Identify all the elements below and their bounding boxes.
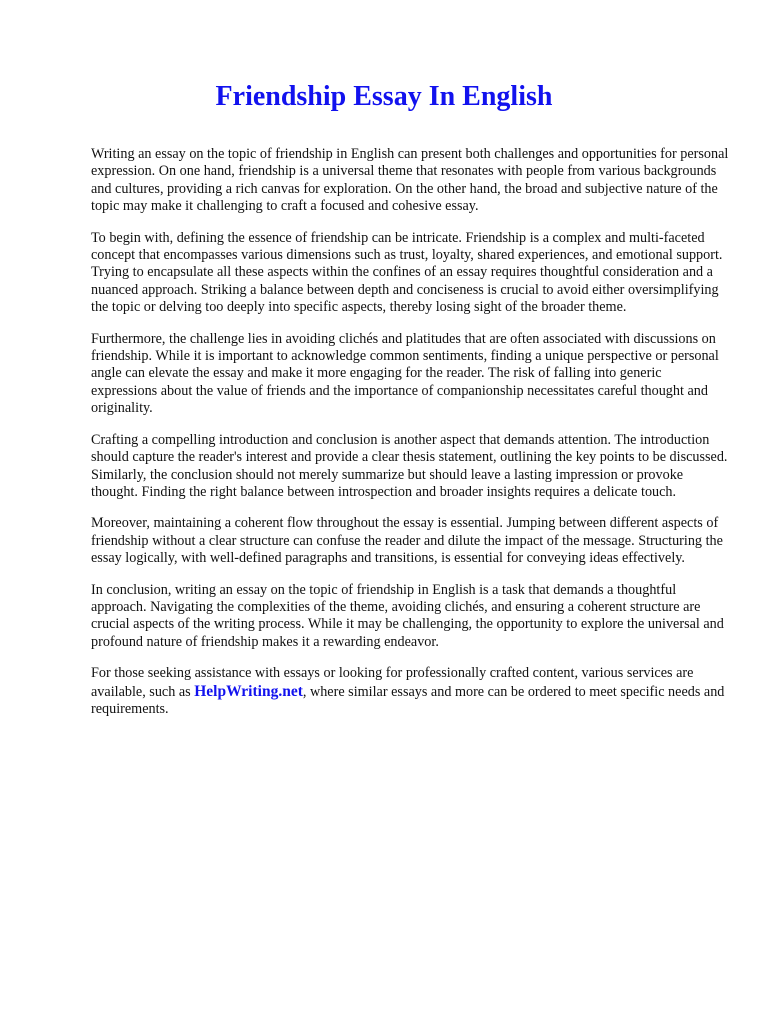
closing-text-before-link: For those seeking assistance with essays or looking for professionally crafted content, various services are available, such as: [91, 665, 694, 700]
paragraph-intro: Writing an essay on the topic of friendship in English can present both challenges and opportunities for personal expression. On one hand, friendship is a universal theme that resonates with people from various backgrounds and cultures, providing a rich canvas for exploration. On the other hand, the broad and subjective nature of the topic may make it challenging to craft a focused and cohesive essay.: [91, 146, 729, 215]
paragraph-conclusion: In conclusion, writing an essay on the topic of friendship in English is a task that demands a thoughtful approach. Navigating the complexities of the theme, avoiding clichés, and ensuring a coherent structure are crucial aspects of the writing process. While it may be challenging, the opportunity to explore the universal and profound nature of friendship makes it a rewarding endeavor.: [91, 581, 724, 650]
closing-text-after-link: , where similar essays and more can be ordered to meet specific needs and requirements.: [91, 683, 725, 717]
paragraph-introduction-conclusion: Crafting a compelling introduction and conclusion is another aspect that demands attention. The introduction should capture the reader's interest and provide a clear thesis statement, outlining the key points to be discussed. Similarly, the conclusion should not merely summarize but should leave a lasting impression or provoke thought. Finding the right balance between introspection and broader insights requires a delicate touch.: [91, 431, 728, 500]
page-title: Friendship Essay In English: [215, 81, 553, 112]
helpwriting-link[interactable]: HelpWriting.net: [194, 682, 303, 700]
paragraph-cliches: Furthermore, the challenge lies in avoiding clichés and platitudes that are often associated with discussions on friendship. While it is important to acknowledge common sentiments, finding a unique perspective or personal angle can elevate the essay and make it more engaging for the reader. The risk of falling into generic expressions about the value of friends and the importance of companionship necessitates careful thought and originality.: [91, 330, 719, 417]
paragraph-coherent-flow: Moreover, maintaining a coherent flow throughout the essay is essential. Jumping between different aspects of friendship without a clear structure can confuse the reader and dilute the impact of the message. Structuring the essay logically, with well-defined paragraphs and transitions, is essential for conveying ideas effectively.: [91, 515, 723, 567]
paragraph-defining-friendship: To begin with, defining the essence of friendship can be intricate. Friendship is a complex and multi-faceted concept that encompasses various dimensions such as trust, loyalty, shared experiences, and emotional support. Trying to encapsulate all these aspects within the confines of an essay requires thoughtful consideration and a nuanced approach. Striking a balance between depth and conciseness is crucial to avoid either oversimplifying the topic or delving too deeply into specific aspects, thereby losing sight of the broader theme.: [91, 229, 723, 316]
essay-body: [91, 146, 731, 732]
paragraph-closing: [91, 665, 731, 718]
